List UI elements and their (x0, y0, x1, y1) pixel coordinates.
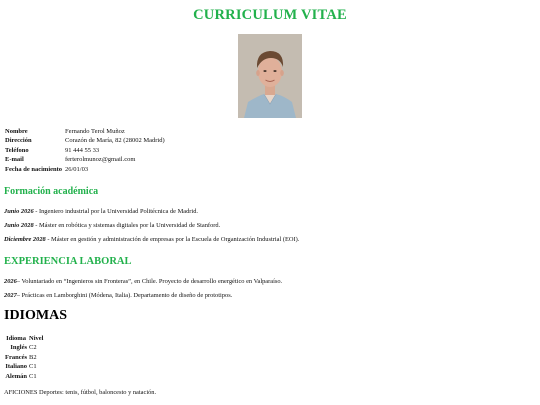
formacion-date: Junio 2028 (4, 222, 34, 229)
info-label: Nombre (5, 128, 28, 135)
formacion-text: - Máster en gestión y administración de empresas por la Escuela de Organización Industrial (EOI). (45, 236, 300, 243)
lang-level: B2 (29, 353, 37, 361)
idiomas-heading: IDIOMAS (4, 308, 68, 323)
info-label: E-mail (5, 156, 24, 164)
info-label: Teléfono (5, 146, 29, 154)
table-row (4, 343, 44, 352)
info-value: ferterolmunoz@gmail.com (65, 156, 136, 164)
info-value: 91 444 55 33 (65, 146, 100, 154)
lang-name: Inglés (10, 344, 28, 352)
lang-level: C1 (29, 363, 37, 371)
formacion-heading: Formación académica (4, 186, 99, 197)
info-row-email (5, 155, 165, 164)
idiomas-header-row (4, 334, 44, 343)
formacion-date: Diciembre 2028 (4, 236, 46, 243)
experiencia-text: – Prácticas en Lamborghini (Módena, Italia). Departamento de diseño de prototipos. (16, 292, 233, 299)
table-row (4, 353, 44, 362)
info-row-nacimiento (5, 165, 165, 174)
experiencia-heading: EXPERIENCIA LABORAL (4, 256, 132, 267)
experiencia-item (4, 278, 282, 285)
aficiones-line: AFICIONES Deportes: tenis, fútbol, baloncesto y natación. (4, 389, 157, 396)
formacion-date: Junio 2026 (4, 208, 34, 215)
personal-info (5, 127, 165, 174)
info-row-nombre (5, 127, 165, 136)
formacion-item (4, 222, 220, 229)
formacion-text: - Ingeniero industrial por la Universidad Politécnica de Madrid. (33, 208, 198, 215)
info-row-direccion (5, 136, 165, 145)
col-nivel: Nivel (29, 335, 44, 342)
idiomas-table (4, 334, 44, 381)
profile-photo (238, 34, 302, 118)
info-value: Fernando Terol Muñoz (65, 128, 125, 135)
experiencia-text: – Voluntariado en “Ingenieros sin Fronteras”, en Chile. Proyecto de desarrollo energético en Valparaíso. (16, 278, 283, 285)
info-label: Fecha de nacimiento (5, 165, 63, 173)
formacion-item (4, 236, 299, 243)
col-idioma: Idioma (6, 335, 26, 342)
formacion-item (4, 208, 198, 215)
info-row-telefono (5, 146, 165, 155)
lang-level: C2 (29, 344, 37, 352)
experiencia-date: 2027 (4, 292, 17, 299)
info-label: Dirección (5, 137, 32, 145)
experiencia-date: 2026 (4, 278, 17, 285)
experiencia-item (4, 292, 232, 299)
table-row (4, 372, 44, 381)
lang-name: Alemán (5, 372, 28, 380)
lang-level: C1 (29, 372, 37, 380)
formacion-text: - Máster en robótica y sistemas digitales por la Universidad de Stanford. (33, 222, 221, 229)
page-title: CURRICULUM VITAE (193, 7, 347, 23)
lang-name: Francés (5, 353, 28, 361)
lang-name: Italiano (5, 363, 28, 371)
info-value: 26/01/03 (65, 165, 89, 173)
table-row (4, 362, 44, 371)
info-value: Corazón de María, 82 (28002 Madrid) (65, 137, 165, 145)
